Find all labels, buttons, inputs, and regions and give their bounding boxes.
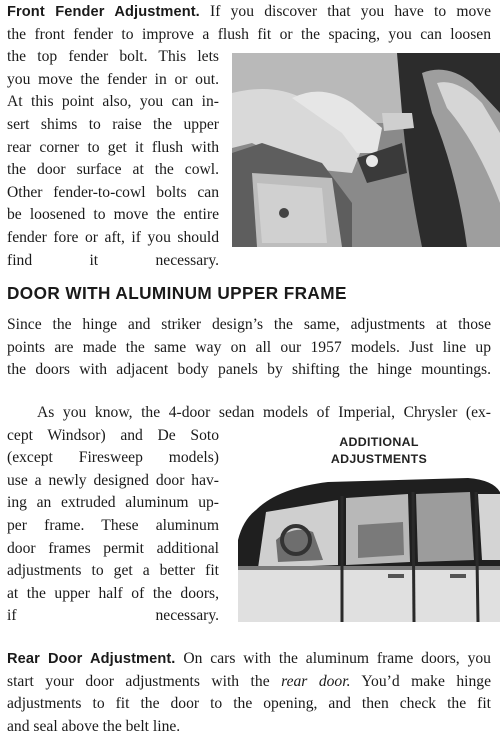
front-fender-paragraph-cont — [7, 24, 491, 47]
paragraph-line: points are made the same way on all our 1957 models. Just line up — [7, 338, 491, 356]
door-models-paragraph — [7, 402, 491, 425]
paragraph-line: rear corner to get it flush with — [7, 138, 219, 156]
paragraph-line: At this point also, you can in- — [7, 93, 219, 111]
front-fender-wrap — [7, 46, 219, 272]
paragraph-line: start your door adjustments with the — [7, 672, 270, 690]
paragraph-line: per frame. These aluminum — [7, 516, 219, 534]
paragraph-line: be loosened to move the entire — [7, 206, 219, 224]
paragraph-line: the doors with adjacent body panels by shifting the hinge mountings. — [7, 361, 491, 379]
car-door-photo — [238, 470, 500, 622]
paragraph-line: if necessary. — [7, 607, 219, 625]
paragraph-line: adjustments to get a better fit — [7, 562, 219, 580]
paragraph-line: Since the hinge and striker design’s the same, adjustments at those — [7, 316, 491, 333]
paragraph-line: at the upper half of the doors, — [7, 584, 219, 602]
paragraph-line: the top fender bolt. This lets — [7, 48, 219, 66]
caption-line: ADDITIONAL ADJUSTMENTS — [330, 435, 428, 466]
paragraph-line: fender fore or aft, if you should — [7, 228, 219, 246]
paragraph-line: the door surface at the cowl. — [7, 161, 219, 179]
paragraph-line: cept Windsor) and De Soto — [7, 426, 219, 444]
paragraph-line: find it necessary. — [7, 251, 219, 269]
paragraph-line: the front fender to improve a flush fit or the spacing, you can loosen — [7, 25, 491, 43]
section-heading: DOOR WITH ALUMINUM UPPER FRAME — [7, 283, 347, 303]
front-fender-title: Front Fender Adjustment. — [7, 4, 200, 20]
paragraph-line: (except Firesweep models) — [7, 449, 219, 467]
paragraph-line: and seal above the belt line. — [7, 717, 181, 735]
paragraph-line: door frames permit additional — [7, 539, 219, 557]
paragraph-line: sert shims to raise the upper — [7, 115, 219, 133]
emphasis-rear-door: rear door. — [281, 672, 351, 690]
fender-adjustment-photo — [232, 53, 500, 247]
paragraph-line: You’d make hinge — [361, 672, 491, 690]
rear-door-title: Rear Door Adjustment. — [7, 651, 176, 667]
paragraph-line: If you discover that you have to move — [210, 3, 491, 20]
paragraph-line: you move the fender in or out. — [7, 70, 219, 88]
paragraph-line: use a newly designed door hav- — [7, 471, 219, 489]
paragraph-line: ing an extruded aluminum up- — [7, 494, 219, 512]
door-models-wrap — [7, 425, 219, 628]
front-fender-paragraph — [7, 1, 491, 24]
paragraph-line: On cars with the aluminum frame doors, you — [183, 650, 491, 667]
rear-door-paragraph — [7, 648, 491, 738]
paragraph-line: adjustments to fit the door to the opening, and then check the fit — [7, 695, 491, 713]
paragraph-line: As you know, the 4-door sedan models of Imperial, Chrysler (ex- — [37, 404, 491, 421]
paragraph-line: Other fender-to-cowl bolts can — [7, 183, 219, 201]
door-intro-paragraph — [7, 314, 491, 382]
